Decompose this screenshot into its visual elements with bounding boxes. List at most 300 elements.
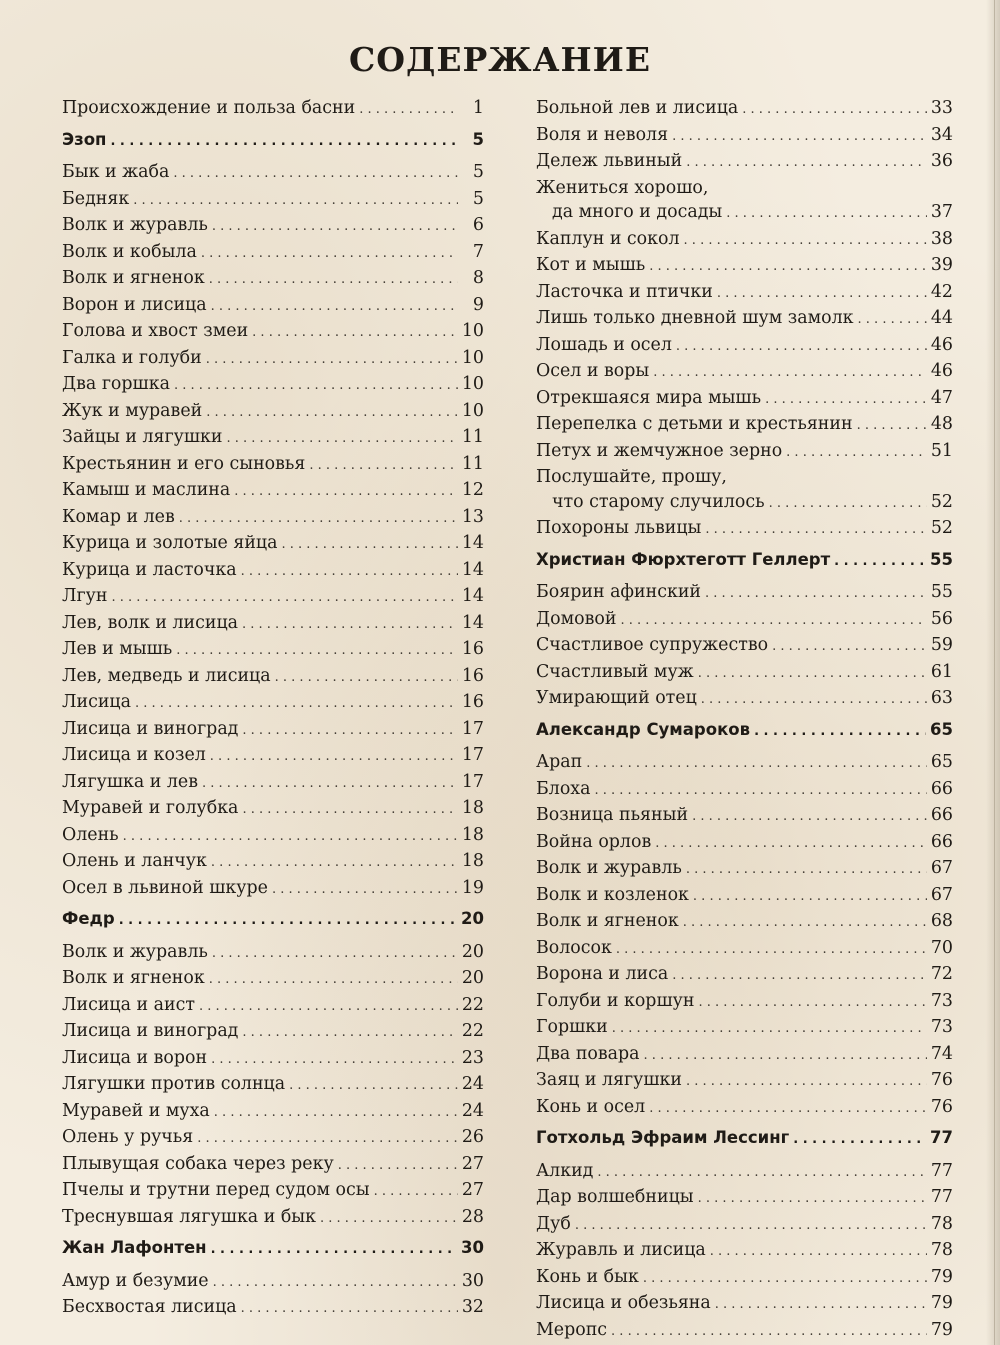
toc-entry-title: Домовой	[536, 608, 617, 629]
toc-entry[interactable]	[62, 213, 484, 240]
dot-leader	[272, 878, 458, 903]
toc-entry-title: да много и досады	[552, 202, 723, 222]
toc-entry[interactable]	[62, 1099, 484, 1126]
toc-entry-page: 55	[930, 582, 953, 602]
dot-leader	[684, 229, 927, 254]
toc-entry-title: Заяц и лягушки	[536, 1070, 682, 1090]
dot-leader	[786, 441, 927, 466]
dot-leader	[133, 189, 458, 214]
toc-entry[interactable]	[62, 266, 484, 293]
toc-section-heading[interactable]	[62, 128, 484, 155]
toc-entry-title: Бесхвостая лисица	[62, 1297, 237, 1317]
toc-entry[interactable]	[536, 803, 953, 830]
toc-entry[interactable]	[536, 516, 953, 543]
toc-entry[interactable]	[62, 796, 484, 823]
dot-leader	[858, 308, 927, 333]
dot-leader	[176, 639, 458, 664]
toc-entry-page: 46	[930, 334, 953, 355]
dot-leader	[597, 1161, 926, 1186]
toc-entry-page: 10	[461, 400, 484, 421]
toc-entry[interactable]	[536, 1238, 953, 1265]
dot-leader	[686, 858, 927, 883]
dot-leader	[242, 719, 457, 744]
toc-entry-page: 73	[930, 990, 953, 1011]
toc-entry[interactable]	[536, 359, 953, 386]
dot-leader	[201, 242, 458, 267]
toc-entry-title: Осел в львиной шкуре	[62, 877, 268, 898]
toc-entry[interactable]	[62, 1152, 484, 1179]
toc-entry-page: 10	[461, 347, 484, 368]
dot-leader	[197, 1127, 458, 1152]
toc-entry-title: Каплун и сокол	[536, 228, 680, 249]
toc-entry[interactable]	[536, 1318, 953, 1345]
toc-entry-title: Эзоп	[62, 129, 107, 149]
toc-entry[interactable]	[62, 558, 484, 585]
toc-entry[interactable]	[62, 96, 484, 123]
toc-entry-title: Готхольд Эфраим Лессинг	[536, 1128, 790, 1147]
dot-leader	[693, 885, 927, 910]
dot-leader	[698, 1187, 927, 1212]
dot-leader	[211, 295, 458, 320]
toc-entry-title: Волк и журавль	[62, 215, 208, 235]
toc-entry-title: Муравей и голубка	[62, 798, 239, 818]
dot-leader	[772, 635, 927, 660]
toc-entry-title: Волк и ягненок	[536, 911, 679, 931]
toc-entry-title: Лисица и виноград	[62, 718, 239, 739]
dot-leader	[676, 335, 927, 360]
toc-entry-page: 79	[930, 1293, 953, 1313]
toc-entry-page: 76	[930, 1070, 953, 1090]
toc-entry-page: 5	[472, 129, 484, 149]
toc-entry-title: Дележ львиный	[536, 151, 683, 171]
toc-entry-page: 37	[930, 202, 953, 222]
toc-entry-page: 14	[461, 612, 484, 633]
toc-entry-title: что старому случилось	[552, 491, 765, 512]
toc-entry-title: Счастливый муж	[536, 661, 694, 682]
toc-entry-title: Блоха	[536, 778, 591, 799]
toc-entry-title: Александр Сумароков	[536, 719, 751, 739]
toc-entry-page: 39	[930, 255, 953, 275]
toc-entry-title: Олень у ручья	[62, 1127, 194, 1147]
toc-entry[interactable]	[536, 200, 953, 227]
toc-entry-title: Боярин афинский	[536, 582, 702, 602]
toc-entry[interactable]	[62, 1072, 484, 1099]
dot-leader	[653, 361, 927, 386]
toc-entry-page: 11	[461, 427, 484, 447]
dot-leader	[686, 151, 927, 176]
toc-entry[interactable]	[62, 293, 484, 320]
dot-leader	[616, 938, 927, 963]
toc-entry-title: Лисица и ворон	[62, 1047, 208, 1068]
dot-leader	[213, 1271, 458, 1296]
dot-leader	[135, 692, 458, 717]
toc-entry-page: 79	[930, 1319, 953, 1340]
toc-entry[interactable]	[62, 966, 484, 993]
toc-entry-page: 55	[930, 549, 953, 569]
dot-leader	[209, 268, 458, 293]
toc-entry[interactable]	[536, 280, 953, 307]
toc-entry-page: 73	[930, 1017, 953, 1037]
toc-entry-page: 66	[930, 805, 953, 825]
toc-entry[interactable]	[62, 1269, 484, 1296]
dot-leader	[211, 851, 458, 876]
toc-entry[interactable]	[62, 187, 484, 214]
dot-leader	[686, 1070, 927, 1095]
toc-entry[interactable]	[536, 1068, 953, 1095]
toc-entry-title: Лишь только дневной шум замолк	[536, 308, 854, 328]
toc-entry-page: 7	[472, 241, 484, 262]
toc-entry-title: Дуб	[536, 1213, 571, 1234]
toc-entry-title: Два горшка	[62, 374, 170, 394]
dot-leader	[611, 1320, 927, 1345]
toc-entry[interactable]	[536, 633, 953, 660]
dot-leader	[242, 613, 458, 638]
toc-entry-title: Бедняк	[62, 188, 130, 209]
toc-entry-page: 16	[461, 665, 484, 686]
toc-entry[interactable]	[62, 160, 484, 187]
toc-entry[interactable]	[536, 439, 953, 466]
toc-entry-title: Отрекшаяся мира мышь	[536, 387, 762, 408]
dot-leader	[281, 533, 457, 558]
toc-entry-title: Треснувшая лягушка и бык	[62, 1206, 317, 1227]
toc-entry[interactable]	[536, 962, 953, 989]
toc-entry-title: Горшки	[536, 1017, 608, 1037]
toc-entry-page: 17	[461, 718, 484, 739]
toc-entry-page: 30	[461, 1270, 484, 1291]
toc-entry-title: Лев, медведь и лисица	[62, 665, 271, 686]
toc-entry-title: Федр	[62, 909, 115, 928]
toc-entry[interactable]	[62, 425, 484, 452]
dot-leader	[649, 255, 927, 280]
toc-entry[interactable]	[536, 909, 953, 936]
dot-leader	[710, 1240, 927, 1265]
toc-entry-page: 42	[930, 281, 953, 302]
toc-entry[interactable]	[62, 849, 484, 876]
toc-entry-title: Бык и жаба	[62, 162, 170, 182]
toc-entry[interactable]	[62, 743, 484, 770]
toc-entry-page: 66	[930, 831, 953, 852]
toc-entry[interactable]	[62, 346, 484, 373]
page-edge-shadow	[986, 0, 1000, 1345]
toc-entry-title: Меропс	[536, 1319, 608, 1340]
toc-entry-title: Курица и золотые яйца	[62, 533, 278, 553]
toc-entry-page: 6	[472, 215, 484, 235]
toc-entry-title: Война орлов	[536, 831, 652, 852]
toc-entry[interactable]	[536, 386, 953, 413]
toc-entry-title: Осел и воры	[536, 361, 650, 381]
toc-entry-title: Жук и муравей	[62, 400, 203, 421]
toc-entry-page: 78	[930, 1213, 953, 1234]
toc-entry-title: Лев, волк и лисица	[62, 612, 238, 633]
toc-entry-page: 12	[461, 480, 484, 500]
dot-leader	[834, 550, 926, 575]
dot-leader	[123, 825, 458, 850]
dot-leader	[575, 1214, 927, 1239]
toc-entry[interactable]	[536, 306, 953, 333]
toc-entry-title: Жан Лафонтен	[62, 1238, 207, 1257]
page-title: СОДЕРЖАНИЕ	[348, 40, 651, 79]
toc-entry-page: 13	[461, 506, 484, 527]
toc-section-heading[interactable]	[62, 907, 484, 934]
dot-leader	[206, 401, 458, 426]
dot-leader	[655, 832, 927, 857]
toc-section-heading[interactable]	[536, 548, 953, 575]
toc-entry[interactable]	[62, 940, 484, 967]
toc-entry-title: Происхождение и польза басни	[62, 98, 356, 118]
dot-leader	[242, 798, 457, 823]
toc-entry[interactable]	[62, 452, 484, 479]
toc-entry-title: Лисица и обезьяна	[536, 1293, 711, 1313]
toc-entry-page: 16	[461, 692, 484, 712]
dot-leader	[594, 779, 926, 804]
toc-entry-page: 67	[930, 858, 953, 878]
dot-leader	[242, 1021, 457, 1046]
toc-entry[interactable]	[536, 123, 953, 150]
toc-entry-page: 22	[461, 1021, 484, 1041]
toc-entry[interactable]	[536, 686, 953, 713]
dot-leader	[374, 1180, 458, 1205]
dot-leader	[338, 1154, 458, 1179]
toc-entry[interactable]	[62, 993, 484, 1020]
toc-section-heading[interactable]	[536, 1126, 953, 1153]
dot-leader	[119, 909, 457, 934]
toc-entry[interactable]	[536, 465, 953, 490]
toc-entry-page: 14	[461, 559, 484, 580]
toc-entry-page: 48	[930, 414, 953, 434]
toc-entry-page: 19	[461, 877, 484, 898]
toc-entry-title: Волк и ягненок	[62, 268, 205, 288]
toc-entry-page: 47	[930, 387, 953, 408]
toc-entry-page: 18	[461, 798, 484, 818]
toc-entry-title: Ворона и лиса	[536, 964, 669, 984]
toc-entry-page: 28	[461, 1206, 484, 1227]
toc-entry[interactable]	[536, 607, 953, 634]
toc-entry-title: Плывущая собака через реку	[62, 1153, 334, 1174]
toc-entry[interactable]	[62, 1295, 484, 1322]
dot-leader	[275, 666, 458, 691]
toc-entry-title: Конь и бык	[536, 1266, 639, 1287]
dot-leader	[683, 911, 927, 936]
toc-entry-page: 79	[930, 1266, 953, 1287]
toc-entry-page: 36	[930, 151, 953, 171]
toc-entry-page: 14	[461, 586, 484, 606]
toc-entry-page: 8	[472, 268, 484, 288]
toc-entry[interactable]	[62, 478, 484, 505]
toc-entry-page: 16	[461, 639, 484, 659]
toc-entry-title: Лисица и виноград	[62, 1021, 239, 1041]
toc-entry[interactable]	[62, 505, 484, 532]
toc-entry-title: Волк и журавль	[536, 858, 682, 878]
toc-entry[interactable]	[62, 240, 484, 267]
toc-entry[interactable]	[536, 883, 953, 910]
toc-entry[interactable]	[536, 149, 953, 176]
toc-entry[interactable]	[62, 1019, 484, 1046]
toc-entry-title: Ласточка и птички	[536, 281, 713, 302]
toc-entry-title: Галка и голуби	[62, 347, 202, 368]
toc-entry-title: Арап	[536, 752, 583, 772]
toc-entry-title: Волк и журавль	[62, 941, 208, 962]
toc-entry-title: Голуби и коршун	[536, 990, 695, 1011]
dot-leader	[643, 1267, 927, 1292]
toc-entry-page: 70	[930, 937, 953, 958]
toc-section-heading[interactable]	[62, 1236, 484, 1263]
toc-entry-title: Дар волшебницы	[536, 1187, 694, 1207]
dot-leader	[211, 1238, 457, 1263]
toc-entry-page: 65	[930, 719, 953, 739]
toc-entry[interactable]	[62, 531, 484, 558]
toc-entry-page: 24	[461, 1074, 484, 1094]
toc-entry[interactable]	[536, 490, 953, 517]
toc-entry-page: 63	[930, 688, 953, 708]
dot-leader	[726, 202, 927, 227]
toc-entry[interactable]	[536, 412, 953, 439]
toc-entry-page: 59	[930, 635, 953, 655]
toc-entry[interactable]	[62, 823, 484, 850]
toc-entry-page: 20	[461, 941, 484, 962]
dot-leader	[320, 1207, 458, 1232]
toc-entry-title: Комар и лев	[62, 506, 175, 527]
toc-entry[interactable]	[536, 1212, 953, 1239]
toc-entry[interactable]	[62, 664, 484, 691]
toc-entry-page: 78	[930, 1240, 953, 1260]
toc-entry[interactable]	[536, 936, 953, 963]
toc-entry-title: Олень	[62, 824, 119, 845]
toc-entry-page: 26	[461, 1127, 484, 1147]
toc-entry-page: 34	[930, 124, 953, 145]
toc-entry-page: 72	[930, 964, 953, 984]
toc-entry-title: Христиан Фюрхтеготт Геллерт	[536, 549, 831, 569]
toc-entry-title: Лгун	[62, 586, 108, 606]
toc-entry[interactable]	[536, 856, 953, 883]
toc-entry-title: Амур и безумие	[62, 1270, 209, 1291]
toc-entry-page: 24	[461, 1100, 484, 1121]
toc-entry[interactable]	[536, 1185, 953, 1212]
toc-entry[interactable]	[536, 253, 953, 280]
toc-entry[interactable]	[536, 333, 953, 360]
toc-entry[interactable]	[536, 830, 953, 857]
toc-entry-title: Волк и ягненок	[62, 968, 205, 988]
toc-entry-page: 67	[930, 884, 953, 905]
toc-entry-page: 14	[461, 533, 484, 553]
dot-leader	[769, 492, 927, 517]
dot-leader	[212, 942, 458, 967]
toc-entry[interactable]	[62, 690, 484, 717]
dot-leader	[289, 1074, 458, 1099]
toc-entry-title: Пчелы и трутни перед судом осы	[62, 1180, 370, 1200]
toc-entry-page: 44	[930, 308, 953, 328]
toc-entry[interactable]	[62, 876, 484, 903]
dot-leader	[715, 1293, 927, 1318]
dot-leader	[754, 720, 926, 745]
toc-entry-page: 77	[930, 1187, 953, 1207]
toc-entry-page: 77	[930, 1128, 953, 1147]
toc-entry-title: Крестьянин и его сыновья	[62, 453, 306, 474]
toc-entry[interactable]	[536, 1095, 953, 1122]
toc-entry[interactable]	[536, 777, 953, 804]
toc-entry-page: 32	[461, 1297, 484, 1317]
toc-entry[interactable]	[536, 227, 953, 254]
toc-entry-page: 5	[472, 162, 484, 182]
toc-section-heading[interactable]	[536, 718, 953, 745]
toc-entry-page: 11	[461, 453, 484, 474]
toc-entry[interactable]	[62, 1046, 484, 1073]
toc-entry[interactable]	[536, 750, 953, 777]
toc-entry[interactable]	[536, 1291, 953, 1318]
dot-leader	[857, 414, 927, 439]
toc-entry-page: 52	[930, 518, 953, 538]
toc-entry[interactable]	[62, 1125, 484, 1152]
dot-leader	[241, 560, 458, 585]
toc-entry-title: Голова и хвост змеи	[62, 321, 249, 341]
dot-leader	[206, 348, 458, 373]
toc-entry[interactable]	[62, 770, 484, 797]
toc-entry[interactable]	[62, 611, 484, 638]
toc-entry-title: Послушайте, прошу,	[536, 467, 727, 487]
dot-leader	[717, 282, 927, 307]
dot-leader	[612, 1017, 927, 1042]
toc-entry[interactable]	[62, 319, 484, 346]
toc-entry[interactable]	[62, 584, 484, 611]
dot-leader	[111, 586, 457, 611]
toc-entry[interactable]	[536, 1015, 953, 1042]
toc-entry-title: Жениться хорошо,	[536, 177, 709, 198]
toc-entry-page: 18	[461, 824, 484, 845]
toc-entry-title: Лошадь и осел	[536, 334, 672, 355]
toc-entry[interactable]	[536, 1159, 953, 1186]
dot-leader	[359, 98, 458, 123]
toc-entry-title: Лягушки против солнца	[62, 1074, 286, 1094]
toc-entry-title: Журавль и лисица	[536, 1240, 706, 1260]
dot-leader	[110, 130, 458, 155]
dot-leader	[705, 582, 927, 607]
toc-entry[interactable]	[536, 1265, 953, 1292]
toc-entry[interactable]	[536, 176, 953, 201]
toc-entry-title: Муравей и муха	[62, 1100, 210, 1121]
dot-leader	[793, 1128, 926, 1153]
dot-leader	[202, 772, 458, 797]
toc-entry-page: 65	[930, 752, 953, 772]
toc-entry[interactable]	[62, 372, 484, 399]
toc-entry-page: 61	[930, 661, 953, 682]
toc-entry[interactable]	[62, 399, 484, 426]
toc-entry[interactable]	[536, 989, 953, 1016]
toc-entry[interactable]	[62, 1178, 484, 1205]
toc-entry-title: Конь и осел	[536, 1096, 646, 1117]
toc-entry[interactable]	[536, 96, 953, 123]
toc-entry-title: Воля и неволя	[536, 124, 669, 145]
dot-leader	[173, 162, 458, 187]
dot-leader	[210, 745, 458, 770]
dot-leader	[672, 125, 927, 150]
toc-entry[interactable]	[536, 660, 953, 687]
toc-entry-title: Счастливое супружество	[536, 635, 769, 655]
toc-entry-page: 10	[461, 374, 484, 394]
toc-left-column	[62, 96, 484, 1322]
toc-entry[interactable]	[536, 580, 953, 607]
toc-entry[interactable]	[536, 1042, 953, 1069]
dot-leader	[199, 995, 458, 1020]
toc-entry[interactable]	[62, 1205, 484, 1232]
dot-leader	[226, 427, 457, 452]
dot-leader	[692, 805, 927, 830]
toc-entry-page: 20	[461, 909, 484, 928]
toc-entry-page: 66	[930, 778, 953, 799]
toc-entry[interactable]	[62, 717, 484, 744]
dot-leader	[209, 968, 458, 993]
toc-entry[interactable]	[62, 637, 484, 664]
toc-entry-page: 27	[461, 1153, 484, 1174]
toc-entry-title: Возница пьяный	[536, 805, 689, 825]
